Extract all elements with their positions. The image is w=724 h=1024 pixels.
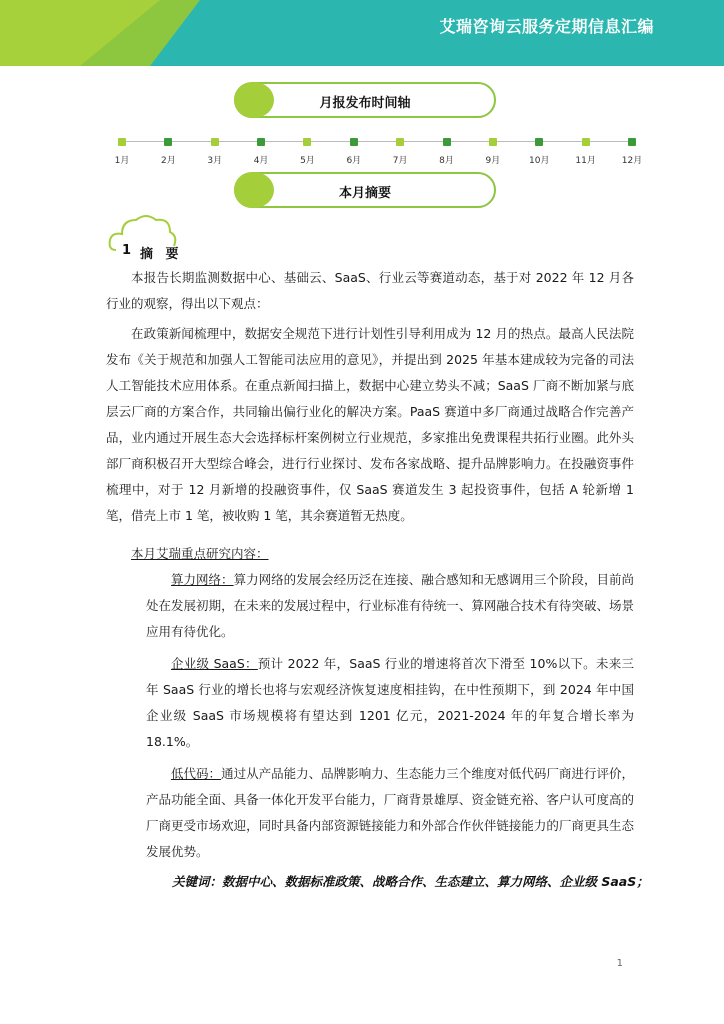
header-title: 艾瑞咨询云服务定期信息汇编 (439, 17, 654, 36)
timeline-section-header (234, 82, 496, 118)
timeline-month-label: 2月 (160, 156, 176, 166)
focus-heading: 本月艾瑞重点研究内容： (131, 546, 269, 561)
timeline-month-label: 4月 (253, 156, 269, 166)
focus-item-low-code (146, 761, 634, 865)
timeline-tick (118, 138, 126, 146)
focus-text: 预计 2022 年，SaaS 行业的增速将首次下滑至 10%以下。未来三年 SaaS 行业的增长也将与宏观经济恢复速度相挂钩，在中性预期下，到 2024 年中国企业级 SaaS 市场规模将有望达到 1201 亿元，2021-2024 年的年复合增长率为 18.1%。 (146, 656, 634, 749)
timeline-month-label: 5月 (300, 156, 315, 166)
summary-section-title: 本月摘要 (338, 186, 391, 201)
focus-item-enterprise-saas (146, 651, 634, 755)
timeline-tick (582, 138, 590, 146)
timeline-tick (535, 138, 543, 146)
timeline-month-label: 11月 (575, 156, 596, 166)
timeline-tick (396, 138, 404, 146)
timeline-tick (489, 138, 497, 146)
timeline-month-label: 12月 (621, 156, 643, 166)
focus-text: 通过从产品能力、品牌影响力、生态能力三个维度对低代码厂商进行评价，产品功能全面、具备一体化开发平台能力，厂商背景雄厚、资金链充裕、客户认可度高的厂商更受市场欢迎，同时具备内部资源链接能力和外部合作伙伴链接能力的厂商更具生态发展优势。 (146, 766, 634, 859)
section-number: 1 (122, 243, 132, 258)
timeline-axis (118, 141, 632, 142)
timeline-tick (257, 138, 265, 146)
intro-text: 本报告长期监测数据中心、基础云、SaaS、行业云等赛道动态，基于对 2022 年 12 月各行业的观察，得出以下观点： (106, 270, 634, 311)
monthly-timeline (114, 138, 643, 168)
timeline-month-label: 8月 (439, 156, 454, 166)
keywords: 关键词：数据中心、数据标准政策、战略合作、生态建立、算力网络、企业级 SaaS； (172, 874, 649, 889)
timeline-tick (164, 138, 172, 146)
timeline-month-label: 3月 (207, 156, 223, 166)
focus-text: 算力网络的发展会经历泛在连接、融合感知和无感调用三个阶段，目前尚处在发展初期，在未来的发展过程中，行业标准有待统一、算网融合技术有待突破、场景应用有待优化。 (146, 572, 634, 639)
timeline-month-label: 1月 (114, 156, 130, 166)
focus-label: 企业级 SaaS： (171, 656, 258, 671)
timeline-tick (443, 138, 451, 146)
summary-paragraph (106, 321, 634, 529)
timeline-tick (350, 138, 358, 146)
focus-label: 低代码： (171, 766, 222, 781)
section-title: 摘 要 (140, 247, 183, 262)
focus-heading-block (106, 541, 634, 567)
summary-text: 在政策新闻梳理中，数据安全规范下进行计划性引导利用成为 12 月的热点。最高人民法院发布《关于规范和加强人工智能司法应用的意见》，并提出到 2025 年基本建成较为完备的司法人工智能技术应用体系。在重点新闻扫描上，数据中心建立势头不减；SaaS 厂商不断加紧与底层云厂商的方案合作，共同输出偏行业化的解决方案。PaaS 赛道中多厂商通过战略合作完善产品，业内通过开展生态大会选择标杆案例树立行业规范，多家推出免费课程共拓行业圈。此外头部厂商积极召开大型综合峰会，进行行业探讨、发布各家战略、提升品牌影响力。在投融资事件梳理中，对于 12 月新增的投融资事件，仅 SaaS 赛道发生 3 起投资事件，包括 A 轮新增 1 笔，借壳上市 1 笔，被收购 1 笔，其余赛道暂无热度。 (106, 326, 634, 523)
page-number: 1 (616, 958, 623, 969)
focus-label: 算力网络： (171, 572, 234, 587)
timeline-month-label: 6月 (346, 156, 362, 166)
timeline-month-label: 9月 (485, 156, 501, 166)
timeline-month-label: 7月 (392, 156, 408, 166)
timeline-tick (211, 138, 219, 146)
summary-section-header (234, 172, 496, 208)
timeline-month-label: 10月 (529, 156, 550, 166)
timeline-tick (303, 138, 311, 146)
focus-item-computing-network (146, 567, 634, 645)
timeline-tick (628, 138, 636, 146)
timeline-section-title: 月报发布时间轴 (319, 96, 411, 111)
intro-paragraph (106, 265, 634, 317)
